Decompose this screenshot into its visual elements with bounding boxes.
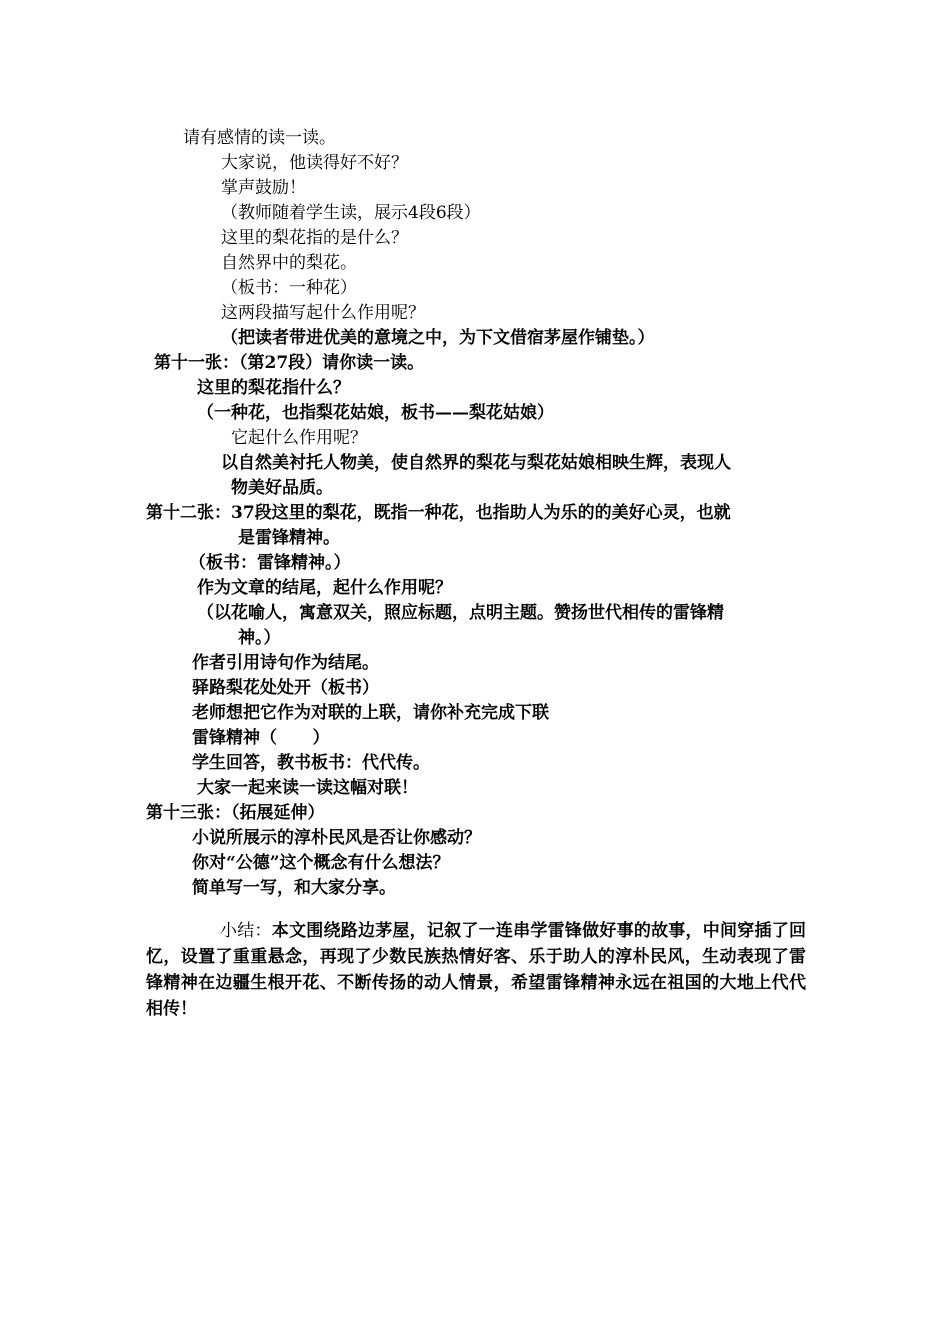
text-line: 是雷锋精神。 xyxy=(238,528,340,548)
text-line: 掌声鼓励！ xyxy=(221,178,306,198)
text-line: 作为文章的结尾，起什么作用呢？ xyxy=(197,578,452,598)
slide-heading: 第十一张：（第27段）请你读一读。 xyxy=(154,353,425,373)
text-line: （板书：一种花） xyxy=(221,278,357,298)
text-line: 老师想把它作为对联的上联，请你补充完成下联 xyxy=(192,703,549,723)
text-line: 自然界中的梨花。 xyxy=(221,253,357,273)
text-line: （教师随着学生读，展示4段6段） xyxy=(221,203,481,223)
text-line: 简单写一写，和大家分享。 xyxy=(192,878,396,898)
text-line: 小说所展示的淳朴民风是否让你感动？ xyxy=(192,828,481,848)
slide-heading: 第十二张：37段这里的梨花，既指一种花，也指助人为乐的的美好心灵，也就 xyxy=(146,503,731,523)
text-line: 这两段描写起什么作用呢？ xyxy=(221,303,425,323)
summary-paragraph xyxy=(146,918,806,1022)
text-line: 学生回答，教书板书：代代传。 xyxy=(192,753,430,773)
text-line: （一种花，也指梨花姑娘，板书——梨花姑娘） xyxy=(197,403,554,423)
summary-text: 本文围绕路边茅屋，记叙了一连串学雷锋做好事的故事，中间穿插了回忆，设置了重重悬念，再现了少数民族热情好客、乐于助人的淳朴民风，生动表现了雷锋精神在边疆生根开花、不断传扬的动人情景，希望雷锋精神永远在祖国的大地上代代相传！ xyxy=(146,921,807,1019)
text-line: 雷锋精神（ ） xyxy=(192,728,330,748)
text-line: 神。） xyxy=(238,628,281,648)
text-line: （把读者带进优美的意境之中，为下文借宿茅屋作铺垫。） xyxy=(221,328,655,348)
text-line: 它起什么作用呢？ xyxy=(231,428,367,448)
text-line: 物美好品质。 xyxy=(231,478,333,498)
text-line: 你对“公德”这个概念有什么想法？ xyxy=(192,853,450,873)
text-line: 大家说，他读得好不好？ xyxy=(221,153,408,173)
text-line: 请有感情的读一读。 xyxy=(183,128,336,148)
summary-label: 小结： xyxy=(220,921,272,941)
text-line: （板书：雷锋精神。） xyxy=(189,553,351,573)
text-line: 大家一起来读一读这幅对联！ xyxy=(197,778,418,798)
text-line: 驿路梨花处处开（板书） xyxy=(192,678,379,698)
text-line: 这里的梨花指的是什么？ xyxy=(221,228,408,248)
text-line: （以花喻人，寓意双关，照应标题，点明主题。赞扬世代相传的雷锋精 xyxy=(197,603,724,623)
text-line: 这里的梨花指什么？ xyxy=(197,378,350,398)
slide-heading: 第十三张：（拓展延伸） xyxy=(146,803,325,823)
text-line: 以自然美衬托人物美，使自然界的梨花与梨花姑娘相映生辉，表现人 xyxy=(221,453,731,473)
text-line: 作者引用诗句作为结尾。 xyxy=(192,653,379,673)
